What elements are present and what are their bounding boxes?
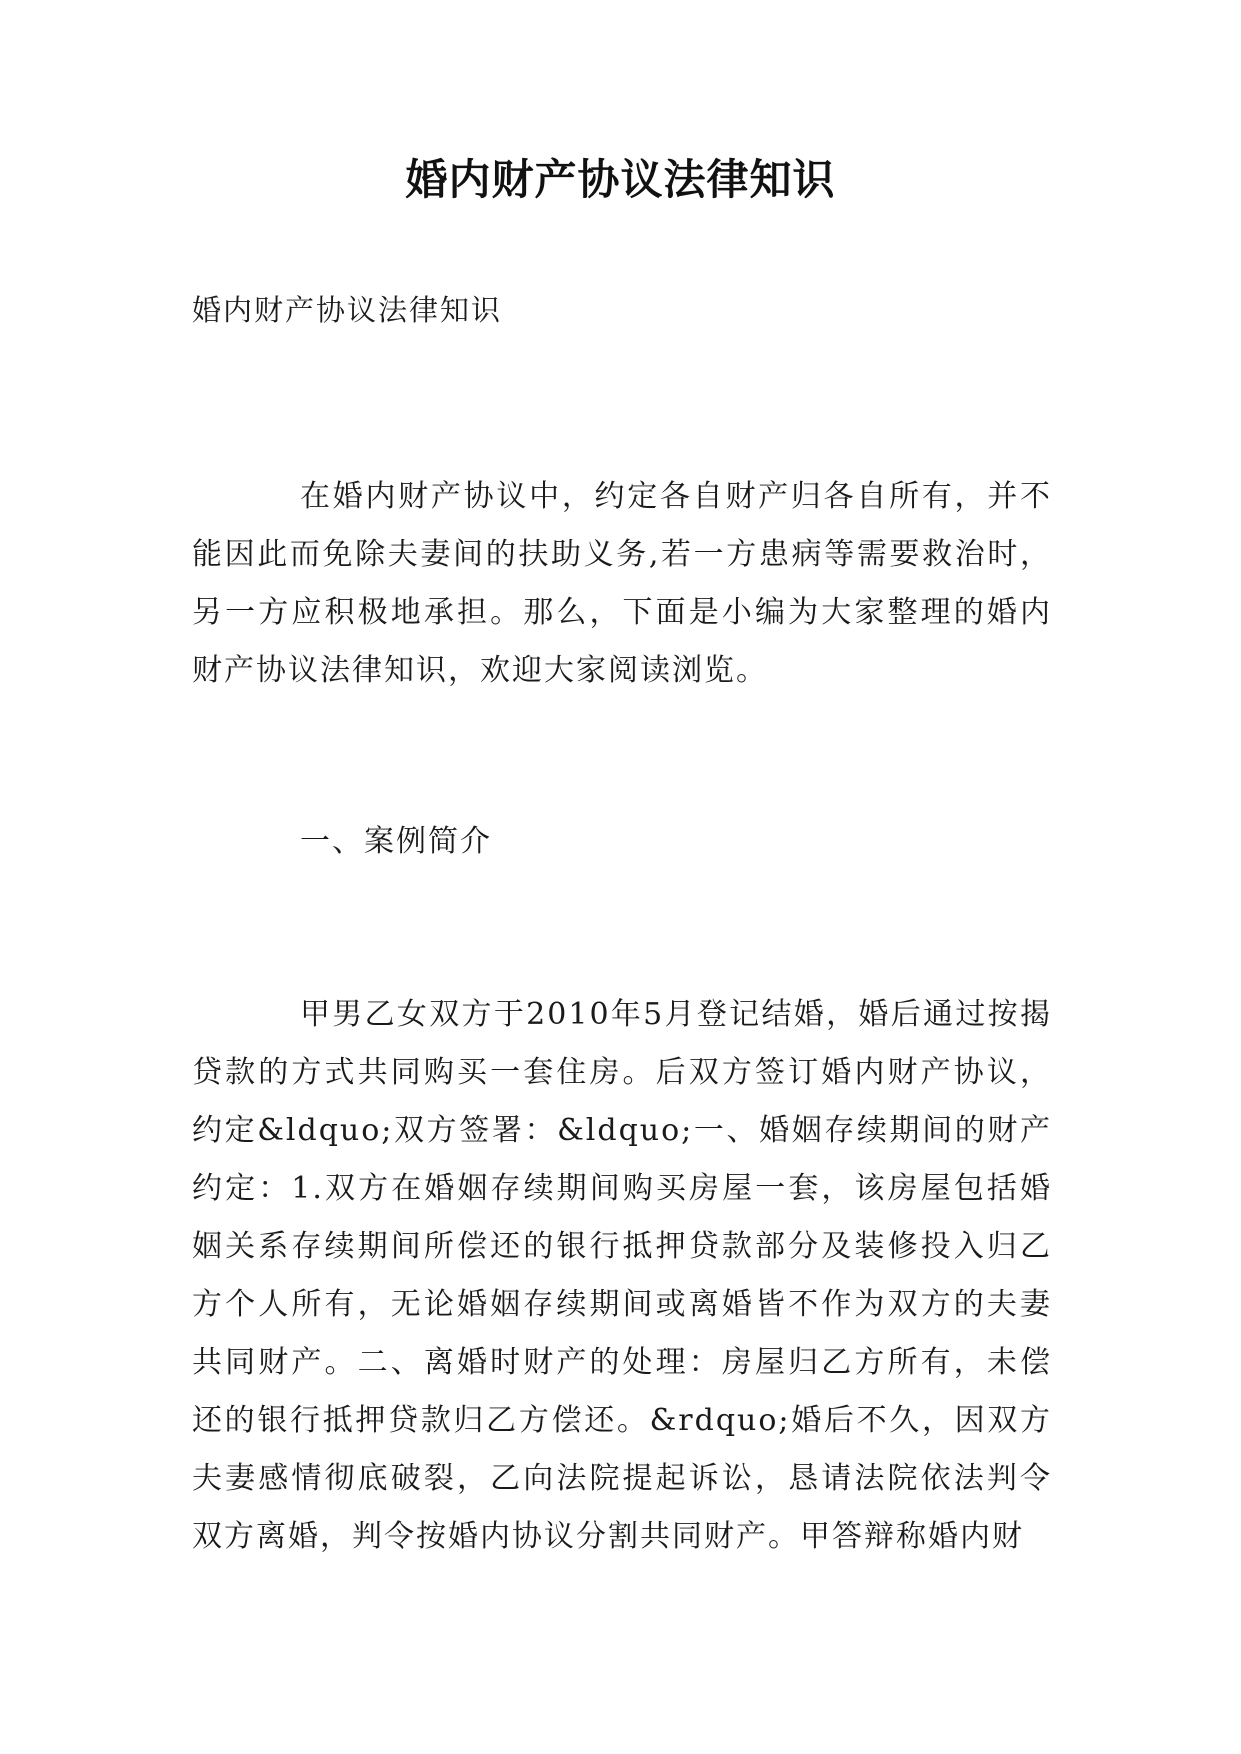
section-heading-case-intro: 一、案例简介 bbox=[300, 824, 492, 859]
document-title: 婚内财产协议法律知识 bbox=[405, 155, 836, 204]
case-paragraph: 甲男乙女双方于2010年5月登记结婚，婚后通过按揭贷款的方式共同购买一套住房。后双方签订婚内财产协议，约定&ldquo;双方签署：&ldquo;一、婚姻存续期间的财产约定：1.双方在婚姻存续期间购买房屋一套，该房屋包括婚姻关系存续期间所偿还的银行抵押贷款部分及装修投入归乙方个人所有，无论婚姻存续期间或离婚皆不作为双方的夫妻共同财产。二、离婚时财产的处理：房屋归乙方所有，未偿还的银行抵押贷款归乙方偿还。&rdquo;婚后不久，因双方夫妻感情彻底破裂，乙向法院提起诉讼，恳请法院依法判令双方离婚，判令按婚内协议分割共同财产。甲答辩称婚内财 bbox=[192, 997, 1052, 1554]
document-subtitle: 婚内财产协议法律知识 bbox=[192, 293, 503, 327]
intro-paragraph: 在婚内财产协议中，约定各自财产归各自所有，并不能因此而免除夫妻间的扶助义务,若一方患病等需要救治时，另一方应积极地承担。那么，下面是小编为大家整理的婚内财产协议法律知识，欢迎大家阅读浏览。 bbox=[192, 479, 1052, 688]
